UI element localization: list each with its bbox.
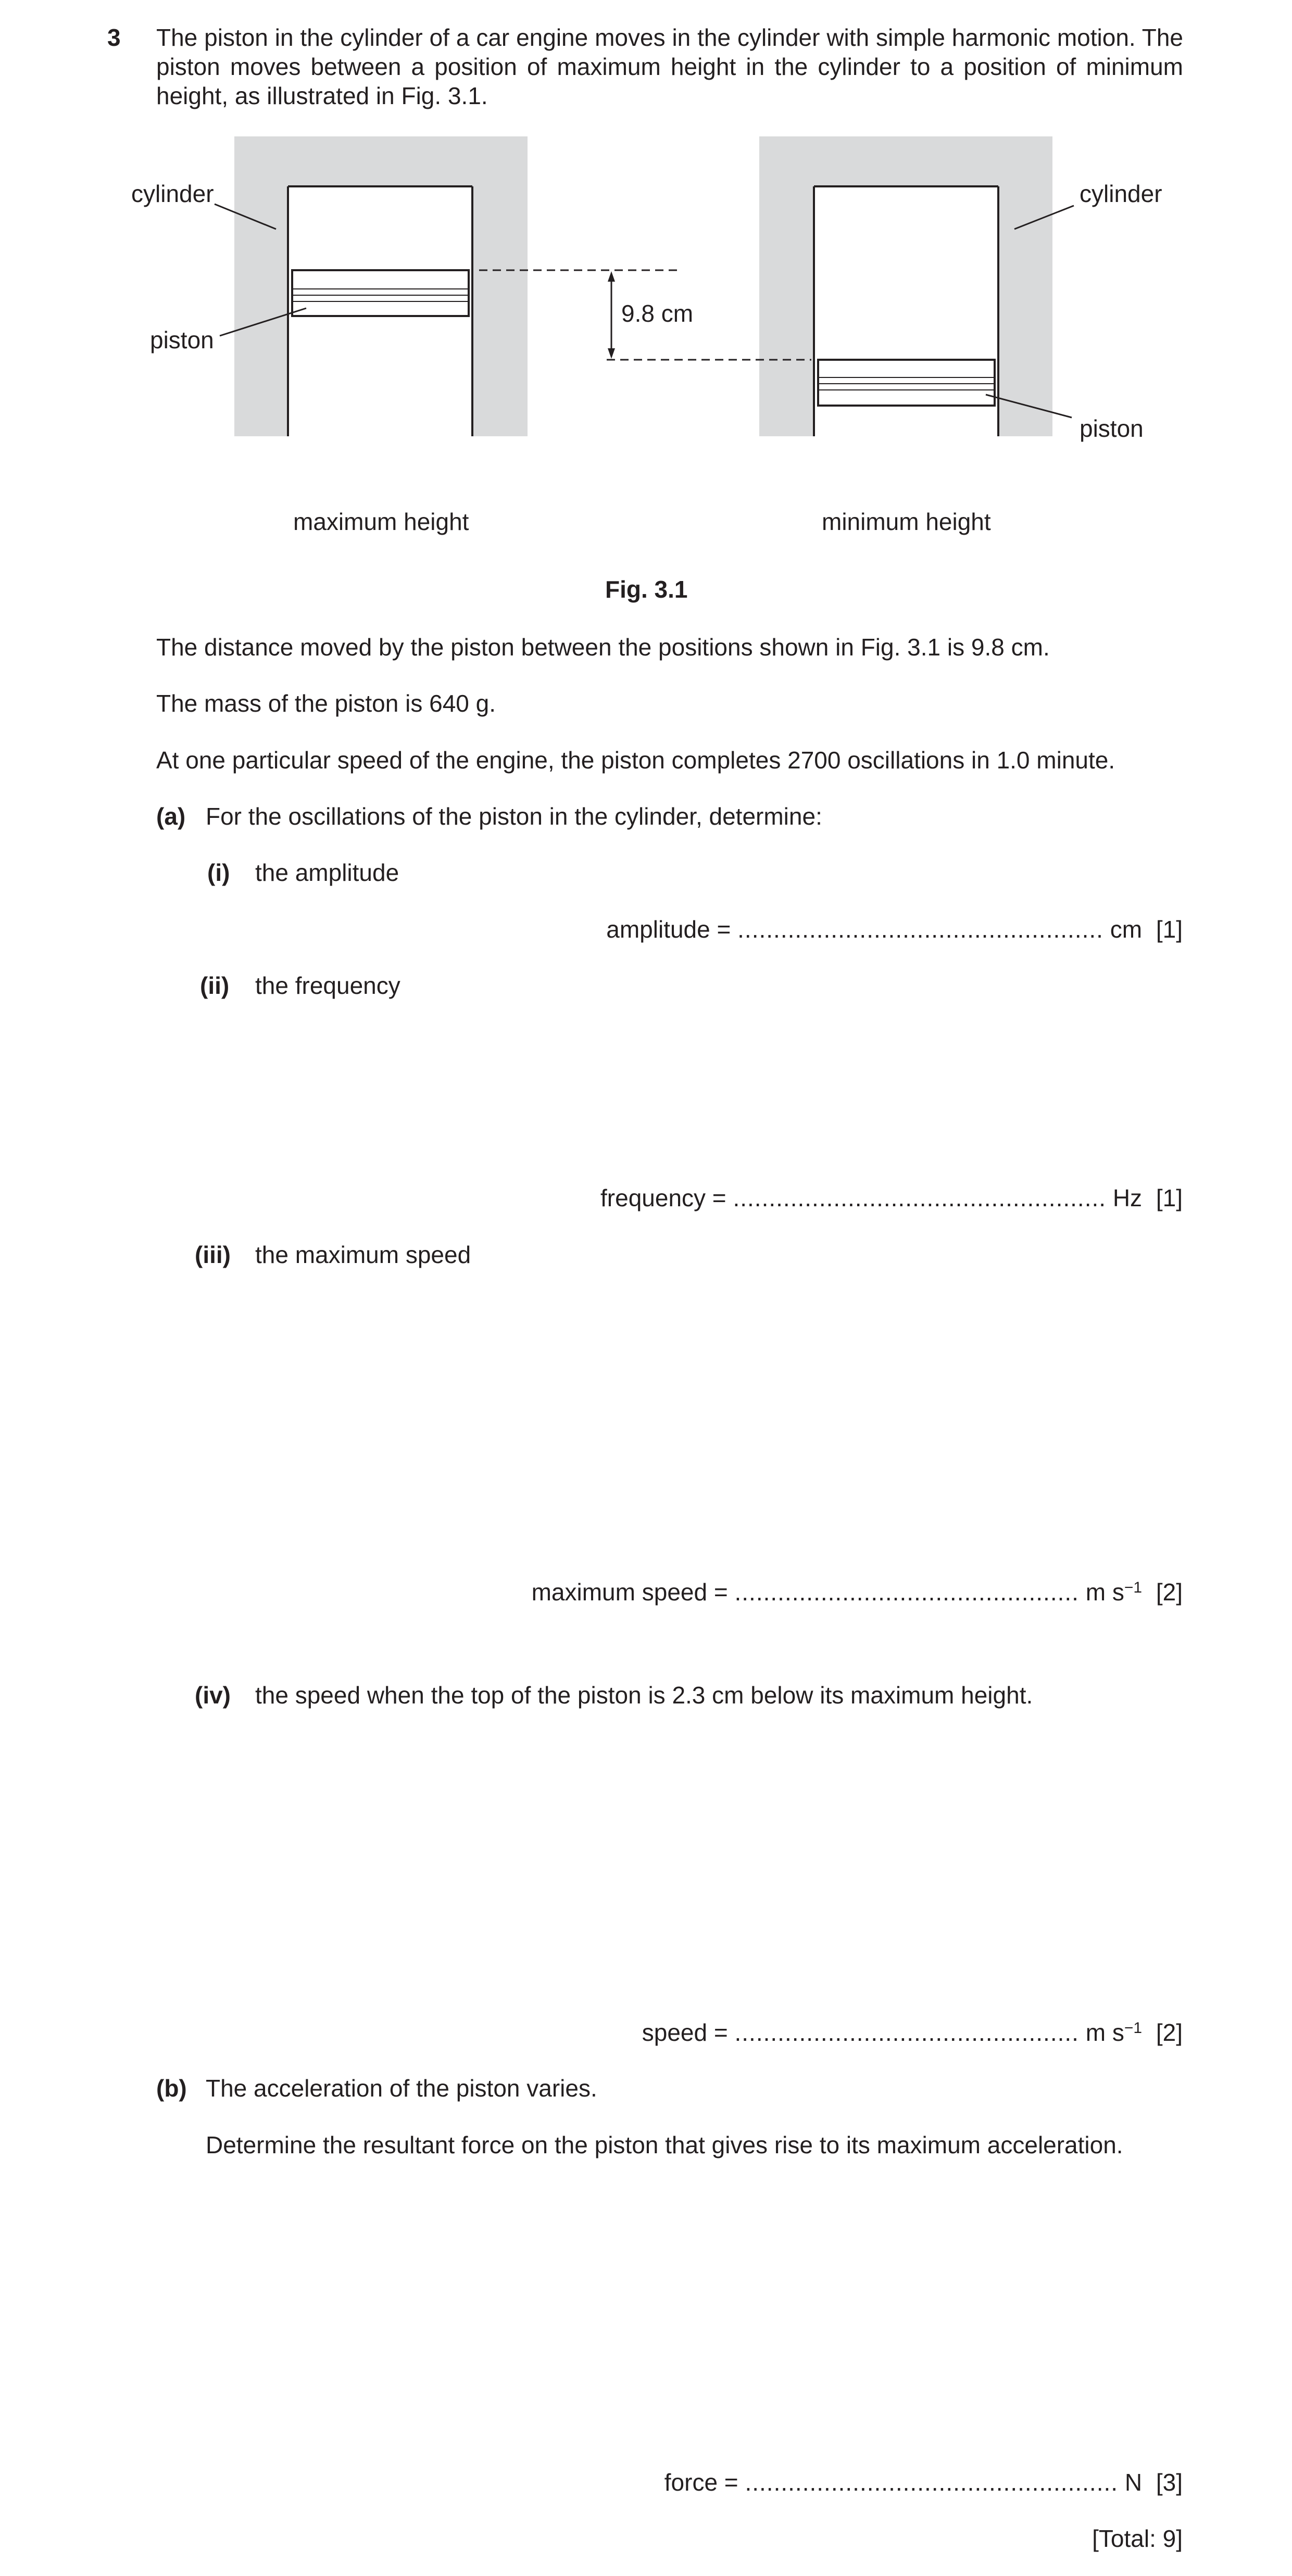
answer-prefix: maximum speed = (531, 1579, 728, 1606)
question-intro: The piston in the cylinder of a car engine moves in the cylinder with simple harmonic motion. The piston moves between a position of maximum height in the cylinder to a position of minimum height, as illustrated in Fig. 3.1. (156, 24, 1183, 109)
part-b-instruction: Determine the resultant force on the piston that gives rise to its maximum acceleration. (206, 2131, 1123, 2158)
label-cylinder-right: cylinder (1080, 180, 1162, 207)
answer-line-force[interactable] (664, 2468, 1183, 2497)
part-a-iii-text: the maximum speed (255, 1241, 471, 1268)
answer-dots[interactable]: ................................................ (734, 2019, 1079, 2046)
part-b-text: The acceleration of the piston varies. (206, 2075, 597, 2102)
part-a-i-text: the amplitude (255, 859, 399, 886)
part-a-text: For the oscillations of the piston in the cylinder, determine: (206, 803, 822, 830)
answer-unit: N (1124, 2469, 1143, 2496)
answer-prefix: speed = (642, 2019, 728, 2046)
answer-line-amplitude[interactable] (606, 915, 1183, 944)
label-distance: 9.8 cm (621, 300, 694, 327)
piston-left (292, 270, 469, 316)
unit-superscript: −1 (1124, 1579, 1143, 1596)
unit-superscript: −1 (1124, 2019, 1143, 2037)
part-a-i-label: (i) (207, 859, 230, 886)
caption-max-height: maximum height (293, 508, 469, 535)
marks: [2] (1156, 2019, 1183, 2046)
answer-line-max-speed[interactable] (532, 1577, 1183, 1607)
distance-arrow (608, 271, 615, 359)
total-marks: [Total: 9] (1092, 2525, 1183, 2552)
answer-line-speed[interactable] (642, 2018, 1183, 2047)
figure-title: Fig. 3.1 (605, 576, 688, 603)
label-piston-left: piston (150, 326, 214, 353)
label-piston-right: piston (1080, 415, 1144, 442)
part-a-iv-label: (iv) (195, 1682, 231, 1709)
part-a-ii-text: the frequency (255, 972, 400, 999)
unit-base: m s (1085, 1579, 1124, 1606)
answer-prefix: frequency = (600, 1184, 726, 1211)
answer-prefix: amplitude = (606, 916, 731, 943)
answer-dots[interactable]: ................................................... (737, 916, 1103, 943)
marks: [3] (1156, 2469, 1183, 2496)
marks: [2] (1156, 1579, 1183, 1606)
answer-dots[interactable]: .................................................... (745, 2469, 1119, 2496)
part-a-iv-text: the speed when the top of the piston is 2.3 cm below its maximum height. (255, 1682, 1033, 1709)
answer-dots[interactable]: ................................................ (734, 1579, 1079, 1606)
answer-unit (1086, 2019, 1142, 2046)
question-number: 3 (107, 24, 121, 51)
piston-right (818, 360, 995, 406)
part-b-label: (b) (156, 2075, 187, 2102)
answer-unit (1086, 1579, 1142, 1606)
answer-line-frequency[interactable] (600, 1183, 1183, 1213)
answer-dots[interactable]: .................................................... (733, 1184, 1107, 1211)
label-cylinder-left: cylinder (131, 180, 214, 207)
answer-prefix: force = (664, 2469, 738, 2496)
part-a-ii-label: (ii) (200, 972, 230, 999)
marks: [1] (1156, 916, 1183, 943)
info-oscillations: At one particular speed of the engine, the piston completes 2700 oscillations in 1.0 minute. (156, 747, 1115, 774)
answer-unit: Hz (1112, 1184, 1143, 1211)
marks: [1] (1156, 1184, 1183, 1211)
unit-base: m s (1085, 2019, 1124, 2046)
part-a-iii-label: (iii) (195, 1241, 231, 1268)
info-mass: The mass of the piston is 640 g. (156, 690, 496, 717)
info-distance: The distance moved by the piston between the positions shown in Fig. 3.1 is 9.8 cm. (156, 634, 1050, 661)
answer-unit: cm (1110, 916, 1143, 943)
caption-min-height: minimum height (822, 508, 991, 535)
part-a-label: (a) (156, 803, 186, 830)
